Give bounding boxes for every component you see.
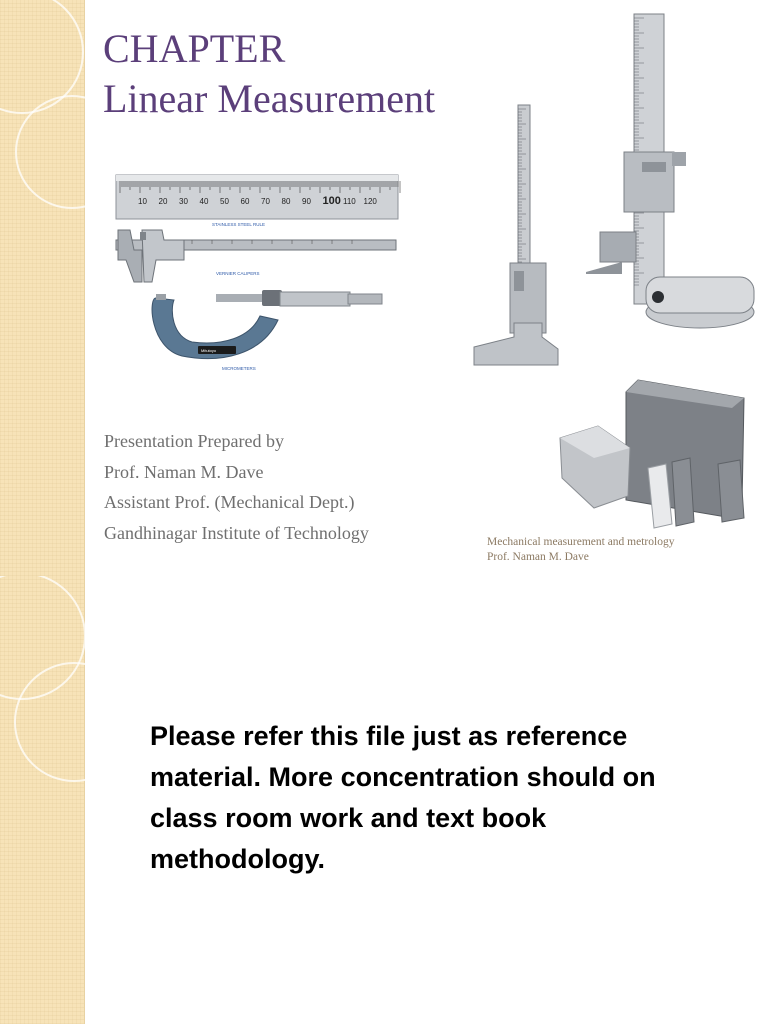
slide-caption: [487, 535, 674, 565]
rule-number: 80: [281, 197, 291, 206]
rule-number: 60: [240, 197, 250, 206]
caption-author: Prof. Naman M. Dave: [487, 551, 589, 563]
height-gauge-image: [582, 12, 758, 332]
reference-notice: Please refer this file just as reference material. More concentration should on class room work and text book methodology.: [150, 721, 656, 874]
steel-rule-label: STAINLESS STEEL RULE: [212, 222, 266, 227]
caliper-label: VERNIER CALIPERS: [216, 271, 260, 276]
rule-number: 110: [343, 197, 356, 206]
micrometer-image: [152, 290, 382, 371]
gauge-blocks-image: [558, 378, 748, 533]
rule-number: 100: [322, 195, 341, 207]
steel-rule-image: [116, 175, 400, 227]
title-line-chapter: CHAPTER: [103, 26, 286, 71]
credit-line: Gandhinagar Institute of Technology: [104, 522, 369, 543]
rule-number: 10: [138, 197, 147, 206]
rule-number: 30: [179, 197, 188, 206]
decorative-sidebar: [0, 576, 85, 1024]
rule-number: 90: [302, 197, 311, 206]
rule-number: 40: [199, 197, 209, 206]
rule-number: 50: [220, 197, 229, 206]
credit-line: Presentation Prepared by: [104, 431, 284, 451]
vernier-caliper-image: [116, 230, 396, 282]
presentation-credits: [104, 426, 369, 548]
notice-slide: [0, 576, 768, 1024]
rule-number: 70: [261, 197, 270, 206]
title-line-topic: Linear Measurement: [103, 76, 436, 121]
credit-line: Prof. Naman M. Dave: [104, 461, 264, 482]
slide-title: [103, 24, 435, 124]
rule-number: 120: [363, 197, 377, 206]
decorative-circle: [14, 662, 134, 782]
caption-course: Mechanical measurement and metrology: [487, 536, 675, 548]
credit-line: Assistant Prof. (Mechanical Dept.): [104, 492, 355, 512]
micrometer-label: MICROMETERS: [222, 366, 256, 371]
depth-gauge-image: [470, 103, 560, 368]
decorative-sidebar: [0, 0, 85, 576]
micrometer-brand: Mitutoyo: [201, 348, 217, 353]
rule-number: 20: [158, 197, 168, 206]
measuring-tools-illustration: [112, 170, 402, 380]
